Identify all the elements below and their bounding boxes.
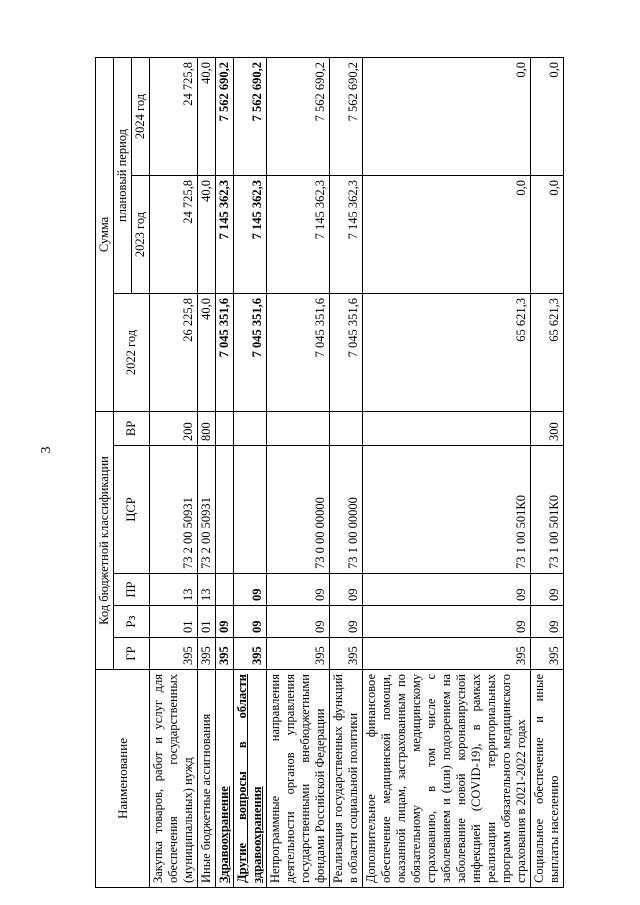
table-row xyxy=(531,57,564,887)
cell-gr: 395 xyxy=(531,638,564,670)
cell-csr: 73 0 00 00000 xyxy=(267,446,330,574)
table-row xyxy=(150,57,198,887)
cell-csr: 73 2 00 50931 xyxy=(150,446,198,574)
header-planned-period: плановый период xyxy=(114,57,132,293)
header-pr: ПР xyxy=(114,574,150,606)
cell-csr: 73 1 00 501К0 xyxy=(531,446,564,574)
header-vr: ВР xyxy=(114,411,150,445)
cell-name: Другие вопросы в области здравоохранения xyxy=(234,670,267,888)
cell-y2024: 0,0 xyxy=(363,57,531,175)
cell-gr: 395 xyxy=(216,638,234,670)
cell-y2022: 7 045 351,6 xyxy=(267,293,330,411)
cell-y2022: 7 045 351,6 xyxy=(330,293,363,411)
cell-y2024: 7 562 690,2 xyxy=(330,57,363,175)
cell-pr xyxy=(216,574,234,606)
header-classification: Код бюджетной классификации xyxy=(96,411,114,669)
cell-y2023: 7 145 362,3 xyxy=(330,175,363,293)
cell-rz: 01 xyxy=(198,606,216,638)
cell-pr: 09 xyxy=(330,574,363,606)
cell-y2023: 0,0 xyxy=(531,175,564,293)
table-row xyxy=(216,57,234,887)
header-sum: Сумма xyxy=(96,57,114,411)
cell-rz: 09 xyxy=(363,606,531,638)
table-row xyxy=(234,57,267,887)
table-row xyxy=(267,57,330,887)
cell-vr xyxy=(330,411,363,445)
cell-name: Иные бюджетные ассигнования xyxy=(198,670,216,888)
budget-table xyxy=(95,57,564,888)
cell-gr: 395 xyxy=(267,638,330,670)
cell-gr: 395 xyxy=(330,638,363,670)
cell-y2022: 65 621,3 xyxy=(363,293,531,411)
header-2024: 2024 год xyxy=(132,57,150,175)
cell-y2023: 0,0 xyxy=(363,175,531,293)
cell-y2024: 7 562 690,2 xyxy=(267,57,330,175)
cell-y2022: 7 045 351,6 xyxy=(234,293,267,411)
cell-y2024: 0,0 xyxy=(531,57,564,175)
cell-csr xyxy=(234,446,267,574)
cell-pr: 09 xyxy=(234,574,267,606)
cell-name: Непрограммные направления деятельности органов управления государственными внебюджетными фондами Российской Федерации xyxy=(267,670,330,888)
cell-gr: 395 xyxy=(234,638,267,670)
cell-csr: 73 2 00 50931 xyxy=(198,446,216,574)
cell-pr: 13 xyxy=(198,574,216,606)
cell-y2023: 7 145 362,3 xyxy=(234,175,267,293)
table-row xyxy=(198,57,216,887)
cell-csr xyxy=(216,446,234,574)
cell-vr xyxy=(363,411,531,445)
cell-gr: 395 xyxy=(363,638,531,670)
header-gr: ГР xyxy=(114,638,150,670)
cell-y2023: 40,0 xyxy=(198,175,216,293)
cell-name: Социальное обеспечение и иные выплаты населению xyxy=(531,670,564,888)
cell-name: Дополнительное финансовое обеспечение медицинской помощи, оказанной лицам, застрахованным по обязательному медицинскому страхованию, в том числе с заболеванием и (или) подозрением на заболевание новой коронавирусной инфекцией (COVID-19), в рамках реализации территориальных программ обязательного медицинского страхования в 2021-2022 годах xyxy=(363,670,531,888)
cell-y2022: 26 225,8 xyxy=(150,293,198,411)
header-csr: ЦСР xyxy=(114,446,150,574)
cell-vr xyxy=(216,411,234,445)
cell-csr: 73 1 00 00000 xyxy=(330,446,363,574)
cell-pr: 09 xyxy=(267,574,330,606)
cell-y2024: 24 725,8 xyxy=(150,57,198,175)
cell-vr xyxy=(267,411,330,445)
cell-y2024: 7 562 690,2 xyxy=(216,57,234,175)
cell-rz: 01 xyxy=(150,606,198,638)
cell-name: Реализация государственных функций в области социальной политики xyxy=(330,670,363,888)
table-row xyxy=(363,57,531,887)
cell-gr: 395 xyxy=(198,638,216,670)
cell-y2024: 40,0 xyxy=(198,57,216,175)
cell-rz: 09 xyxy=(234,606,267,638)
page-number: 3 xyxy=(39,446,54,454)
header-2023: 2023 год xyxy=(132,175,150,293)
header-name: Наименование xyxy=(96,670,150,888)
cell-y2022: 65 621,3 xyxy=(531,293,564,411)
cell-rz: 09 xyxy=(330,606,363,638)
cell-rz: 09 xyxy=(267,606,330,638)
cell-y2023: 7 145 362,3 xyxy=(267,175,330,293)
cell-name: Закупка товаров, работ и услуг для обеспечения государственных (муниципальных) нужд xyxy=(150,670,198,888)
header-2022: 2022 год xyxy=(114,293,150,411)
cell-y2024: 7 562 690,2 xyxy=(234,57,267,175)
cell-vr: 200 xyxy=(150,411,198,445)
cell-rz: 09 xyxy=(531,606,564,638)
cell-rz: 09 xyxy=(216,606,234,638)
cell-name: Здравоохранение xyxy=(216,670,234,888)
table-row xyxy=(330,57,363,887)
cell-vr xyxy=(234,411,267,445)
cell-vr: 300 xyxy=(531,411,564,445)
rotated-table-container xyxy=(95,58,561,888)
cell-pr: 13 xyxy=(150,574,198,606)
cell-vr: 800 xyxy=(198,411,216,445)
cell-csr: 73 1 00 501К0 xyxy=(363,446,531,574)
header-rz: Рз xyxy=(114,606,150,638)
cell-pr: 09 xyxy=(531,574,564,606)
cell-y2023: 24 725,8 xyxy=(150,175,198,293)
cell-pr: 09 xyxy=(363,574,531,606)
cell-y2022: 40,0 xyxy=(198,293,216,411)
cell-y2022: 7 045 351,6 xyxy=(216,293,234,411)
cell-y2023: 7 145 362,3 xyxy=(216,175,234,293)
cell-gr: 395 xyxy=(150,638,198,670)
